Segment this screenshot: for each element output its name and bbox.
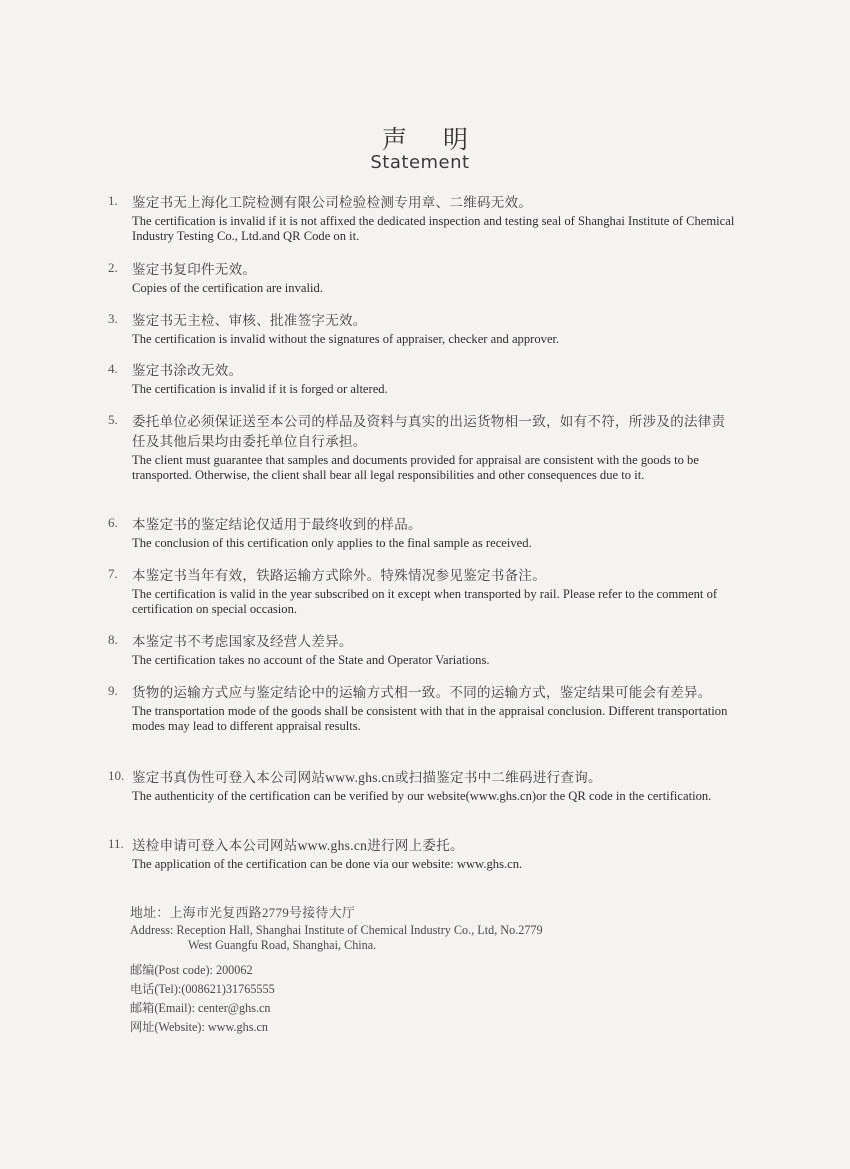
statement-item-10 <box>108 768 738 804</box>
email[interactable]: 邮箱(Email): center@ghs.cn <box>130 1001 271 1015</box>
statement-item-6 <box>108 515 738 551</box>
item-text-chinese: 货物的运输方式应与鉴定结论中的运输方式相一致。不同的运输方式，鉴定结果可能会有差异。 <box>132 685 712 700</box>
address-english-line-1: Address: Reception Hall, Shanghai Institute of Chemical Industry Co., Ltd, No.2779 <box>130 923 543 937</box>
item-text-english: The certification is invalid without the signatures of appraiser, checker and approver. <box>132 332 560 346</box>
statement-item-2 <box>108 260 738 296</box>
item-text-chinese: 鉴定书涂改无效。 <box>132 363 243 378</box>
item-text-chinese: 本鉴定书当年有效，铁路运输方式除外。特殊情况参见鉴定书备注。 <box>132 568 546 583</box>
item-number: 10. <box>108 768 125 783</box>
address-english-line-2: West Guangfu Road, Shanghai, China. <box>188 938 377 952</box>
item-number: 3. <box>108 311 118 326</box>
statement-item-5 <box>108 412 738 483</box>
item-number: 8. <box>108 632 118 647</box>
item-text-english: The conclusion of this certification only applies to the final sample as received. <box>132 536 532 550</box>
item-text-english: The certification is valid in the year subscribed on it except when transported by rail. Please refer to the comment of certification on special occasion. <box>132 587 718 616</box>
item-text-chinese: 送检申请可登入本公司网站www.ghs.cn进行网上委托。 <box>132 838 464 853</box>
item-number: 11. <box>108 836 124 851</box>
statement-item-8 <box>108 632 738 668</box>
item-text-english: The client must guarantee that samples and documents provided for appraisal are consistent with the goods to be transported. Otherwise, the client shall bear all legal responsibilities and other consequences due to it. <box>132 453 699 482</box>
title-english: Statement <box>370 152 470 173</box>
statement-item-1 <box>108 193 738 244</box>
statement-item-9 <box>108 683 738 734</box>
item-text-chinese: 鉴定书无上海化工院检测有限公司检验检测专用章、二维码无效。 <box>132 195 533 210</box>
item-number: 1. <box>108 193 118 208</box>
item-text-english: The authenticity of the certification can be verified by our website(www.ghs.cn)or the QR code in the certification. <box>132 789 712 803</box>
item-text-english: The application of the certification can be done via our website: www.ghs.cn. <box>132 857 523 871</box>
address-chinese: 地址：上海市光复西路2779号接待大厅 <box>130 906 356 920</box>
telephone: 电话(Tel):(008621)31765555 <box>130 982 275 996</box>
item-number: 7. <box>108 566 118 581</box>
item-number: 4. <box>108 361 118 376</box>
item-text-chinese: 委托单位必须保证送至本公司的样品及资料与真实的出运货物相一致，如有不符，所涉及的法律责任及其他后果均由委托单位自行承担。 <box>132 414 726 449</box>
title-chinese: 声明 <box>381 127 504 154</box>
item-number: 2. <box>108 260 118 275</box>
statement-item-7 <box>108 566 738 617</box>
item-text-chinese: 本鉴定书的鉴定结论仅适用于最终收到的样品。 <box>132 517 422 532</box>
statement-item-4 <box>108 361 738 397</box>
item-text-english: Copies of the certification are invalid. <box>132 281 323 295</box>
item-text-english: The certification is invalid if it is forged or altered. <box>132 382 388 396</box>
website[interactable]: 网址(Website): www.ghs.cn <box>130 1020 269 1034</box>
item-text-english: The certification takes no account of the State and Operator Variations. <box>132 653 490 667</box>
item-text-english: The certification is invalid if it is not affixed the dedicated inspection and testing seal of Shanghai Institute of Chemical Industry Testing Co., Ltd.and QR Code on it. <box>132 214 735 243</box>
statement-item-3 <box>108 311 738 347</box>
item-number: 6. <box>108 515 118 530</box>
item-text-chinese: 鉴定书无主检、审核、批准签字无效。 <box>132 313 367 328</box>
item-text-chinese: 本鉴定书不考虑国家及经营人差异。 <box>132 634 353 649</box>
postcode: 邮编(Post code): 200062 <box>130 963 253 977</box>
statement-item-11 <box>108 836 738 872</box>
item-number: 9. <box>108 683 118 698</box>
item-text-english: The transportation mode of the goods shall be consistent with that in the appraisal conclusion. Different transportation modes may lead to different appraisal results. <box>132 704 728 733</box>
item-number: 5. <box>108 412 118 427</box>
item-text-chinese: 鉴定书复印件无效。 <box>132 262 257 277</box>
item-text-chinese: 鉴定书真伪性可登入本公司网站www.ghs.cn或扫描鉴定书中二维码进行查询。 <box>132 770 602 785</box>
